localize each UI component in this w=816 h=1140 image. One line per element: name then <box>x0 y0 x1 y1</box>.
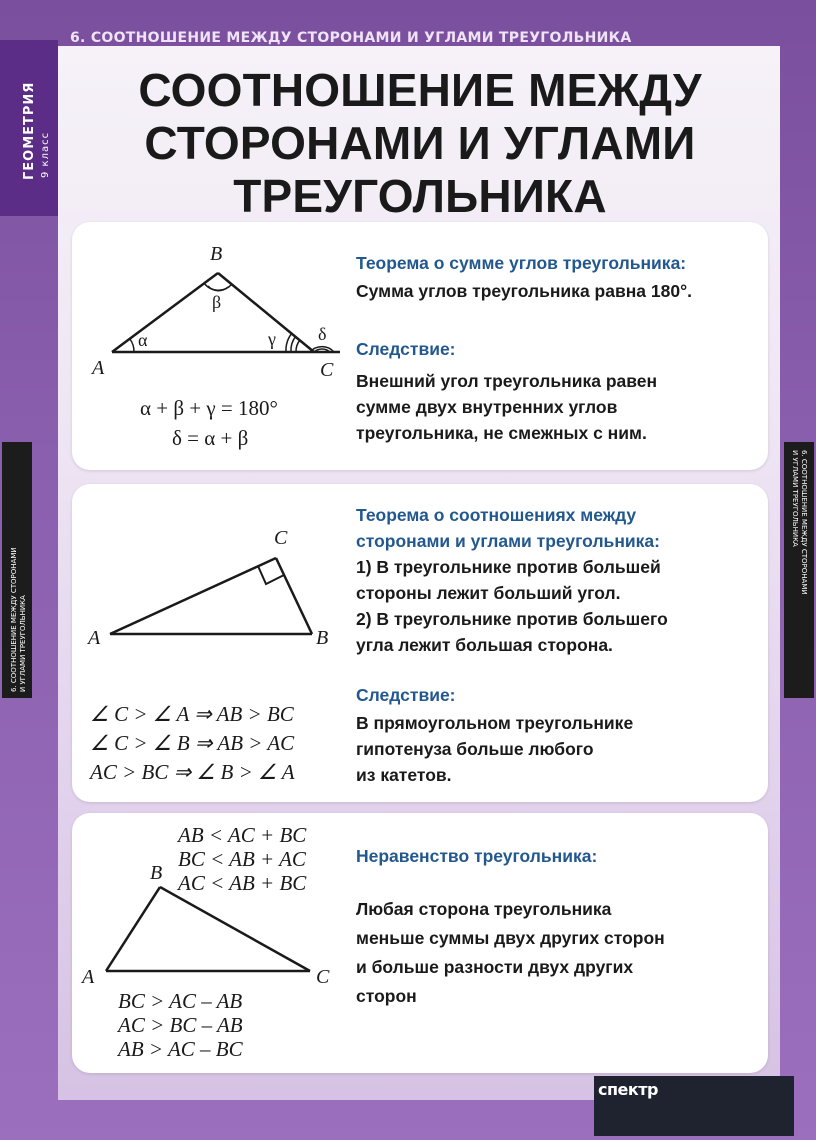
vertex-c-label: C <box>274 527 288 549</box>
triangle-abc-diagram <box>82 236 352 396</box>
top-caption: 6. СООТНОШЕНИЕ МЕЖДУ СТОРОНАМИ И УГЛАМИ ТРЕУГОЛЬНИКА <box>70 30 632 46</box>
inequality-formula: AC < AB + BC <box>178 871 307 895</box>
right-edge-tab <box>784 442 814 698</box>
side-bc <box>276 558 312 634</box>
top-caption-bar <box>60 26 780 48</box>
inequality-formula: BC < AB + AC <box>178 847 306 871</box>
left-edge-tab <box>2 442 32 698</box>
title-line: СТОРОНАМИ И УГЛАМИ <box>144 117 696 169</box>
corollary-heading: Следствие: <box>356 339 456 359</box>
inequality-formula: AC > BC ⇒ ∠ B > ∠ A <box>90 760 295 784</box>
inequality-formula: AC > BC – AB <box>118 1013 243 1037</box>
subject-tab <box>0 40 58 216</box>
corollary-text: В прямоугольном треугольнике гипотенуза больше любого из катетов. <box>356 713 634 785</box>
alpha-label: α <box>138 330 148 350</box>
vertex-b-label: B <box>210 243 223 265</box>
vertex-c-label: C <box>320 359 334 381</box>
gamma-label: γ <box>268 329 276 349</box>
inequality-formula: ∠ C > ∠ B ⇒ AB > AC <box>90 731 295 755</box>
beta-label: β <box>212 292 222 312</box>
sides-angles-card <box>72 484 768 802</box>
side-ab <box>112 273 218 352</box>
angle-gamma-arc <box>296 340 300 352</box>
grade-label: 9 класс <box>40 131 51 178</box>
right-triangle-diagram <box>82 512 352 692</box>
publisher-logo: спектр <box>598 1080 658 1099</box>
theorem-items: 1) В треугольнике против большей стороны лежит больший угол. 2) В треугольнике против большего угла лежит большая сторона. <box>356 557 668 655</box>
triangle-inequality-card <box>72 813 768 1073</box>
right-edge-tab-line1: 6. СООТНОШЕНИЕ МЕЖДУ СТОРОНАМИ <box>800 450 808 595</box>
page-title <box>60 64 780 223</box>
vertex-b-label: B <box>150 862 163 884</box>
side-ab <box>106 887 160 971</box>
right-edge-tab-line2: И УГЛАМИ ТРЕУГОЛЬНИКА <box>791 450 799 547</box>
vertex-b-label: B <box>316 627 329 649</box>
corollary-text: Внешний угол треугольника равен сумме двух внутренних углов треугольника, не смежных с ним. <box>356 371 658 443</box>
inequality-formula: AB > AC – BC <box>118 1037 243 1061</box>
triangle-inequality-text: Любая сторона треугольника меньше суммы двух других сторон и больше разности двух других сторон <box>356 899 665 1006</box>
title-line: СООТНОШЕНИЕ МЕЖДУ <box>138 64 702 116</box>
subject-label: ГЕОМЕТРИЯ <box>22 81 37 180</box>
vertex-c-label: C <box>316 966 330 988</box>
left-edge-tab-line1: 6. СООТНОШЕНИЕ МЕЖДУ СТОРОНАМИ <box>10 547 18 692</box>
side-ac <box>110 558 276 634</box>
side-bc <box>160 887 310 971</box>
publisher-footer <box>594 1076 794 1136</box>
title-line: ТРЕУГОЛЬНИКА <box>233 170 607 222</box>
angle-sum-heading: Теорема о сумме углов треугольника: <box>356 253 687 273</box>
inequality-formula: BC > AC – AB <box>118 989 243 1013</box>
delta-label: δ <box>318 324 327 344</box>
scalene-triangle-diagram <box>76 853 346 993</box>
angle-sum-card <box>72 222 768 470</box>
angle-sum-statement: Сумма углов треугольника равна 180°. <box>356 281 692 301</box>
left-edge-tab-line2: И УГЛАМИ ТРЕУГОЛЬНИКА <box>19 595 27 692</box>
inequality-formula: ∠ C > ∠ A ⇒ AB > BC <box>90 702 294 726</box>
vertex-a-label: A <box>82 966 95 988</box>
exterior-angle-formula: δ = α + β <box>172 426 249 450</box>
vertex-a-label: A <box>88 627 101 649</box>
angle-alpha-arc <box>130 339 134 352</box>
theorem-heading: Теорема о соотношениях между сторонами и углами треугольника: <box>356 505 660 551</box>
corollary-heading: Следствие: <box>356 685 456 705</box>
angle-sum-formula: α + β + γ = 180° <box>140 396 278 420</box>
inequality-formula: AB < AC + BC <box>178 823 307 847</box>
triangle-inequality-heading: Неравенство треугольника: <box>356 846 598 866</box>
vertex-a-label: A <box>92 357 105 379</box>
